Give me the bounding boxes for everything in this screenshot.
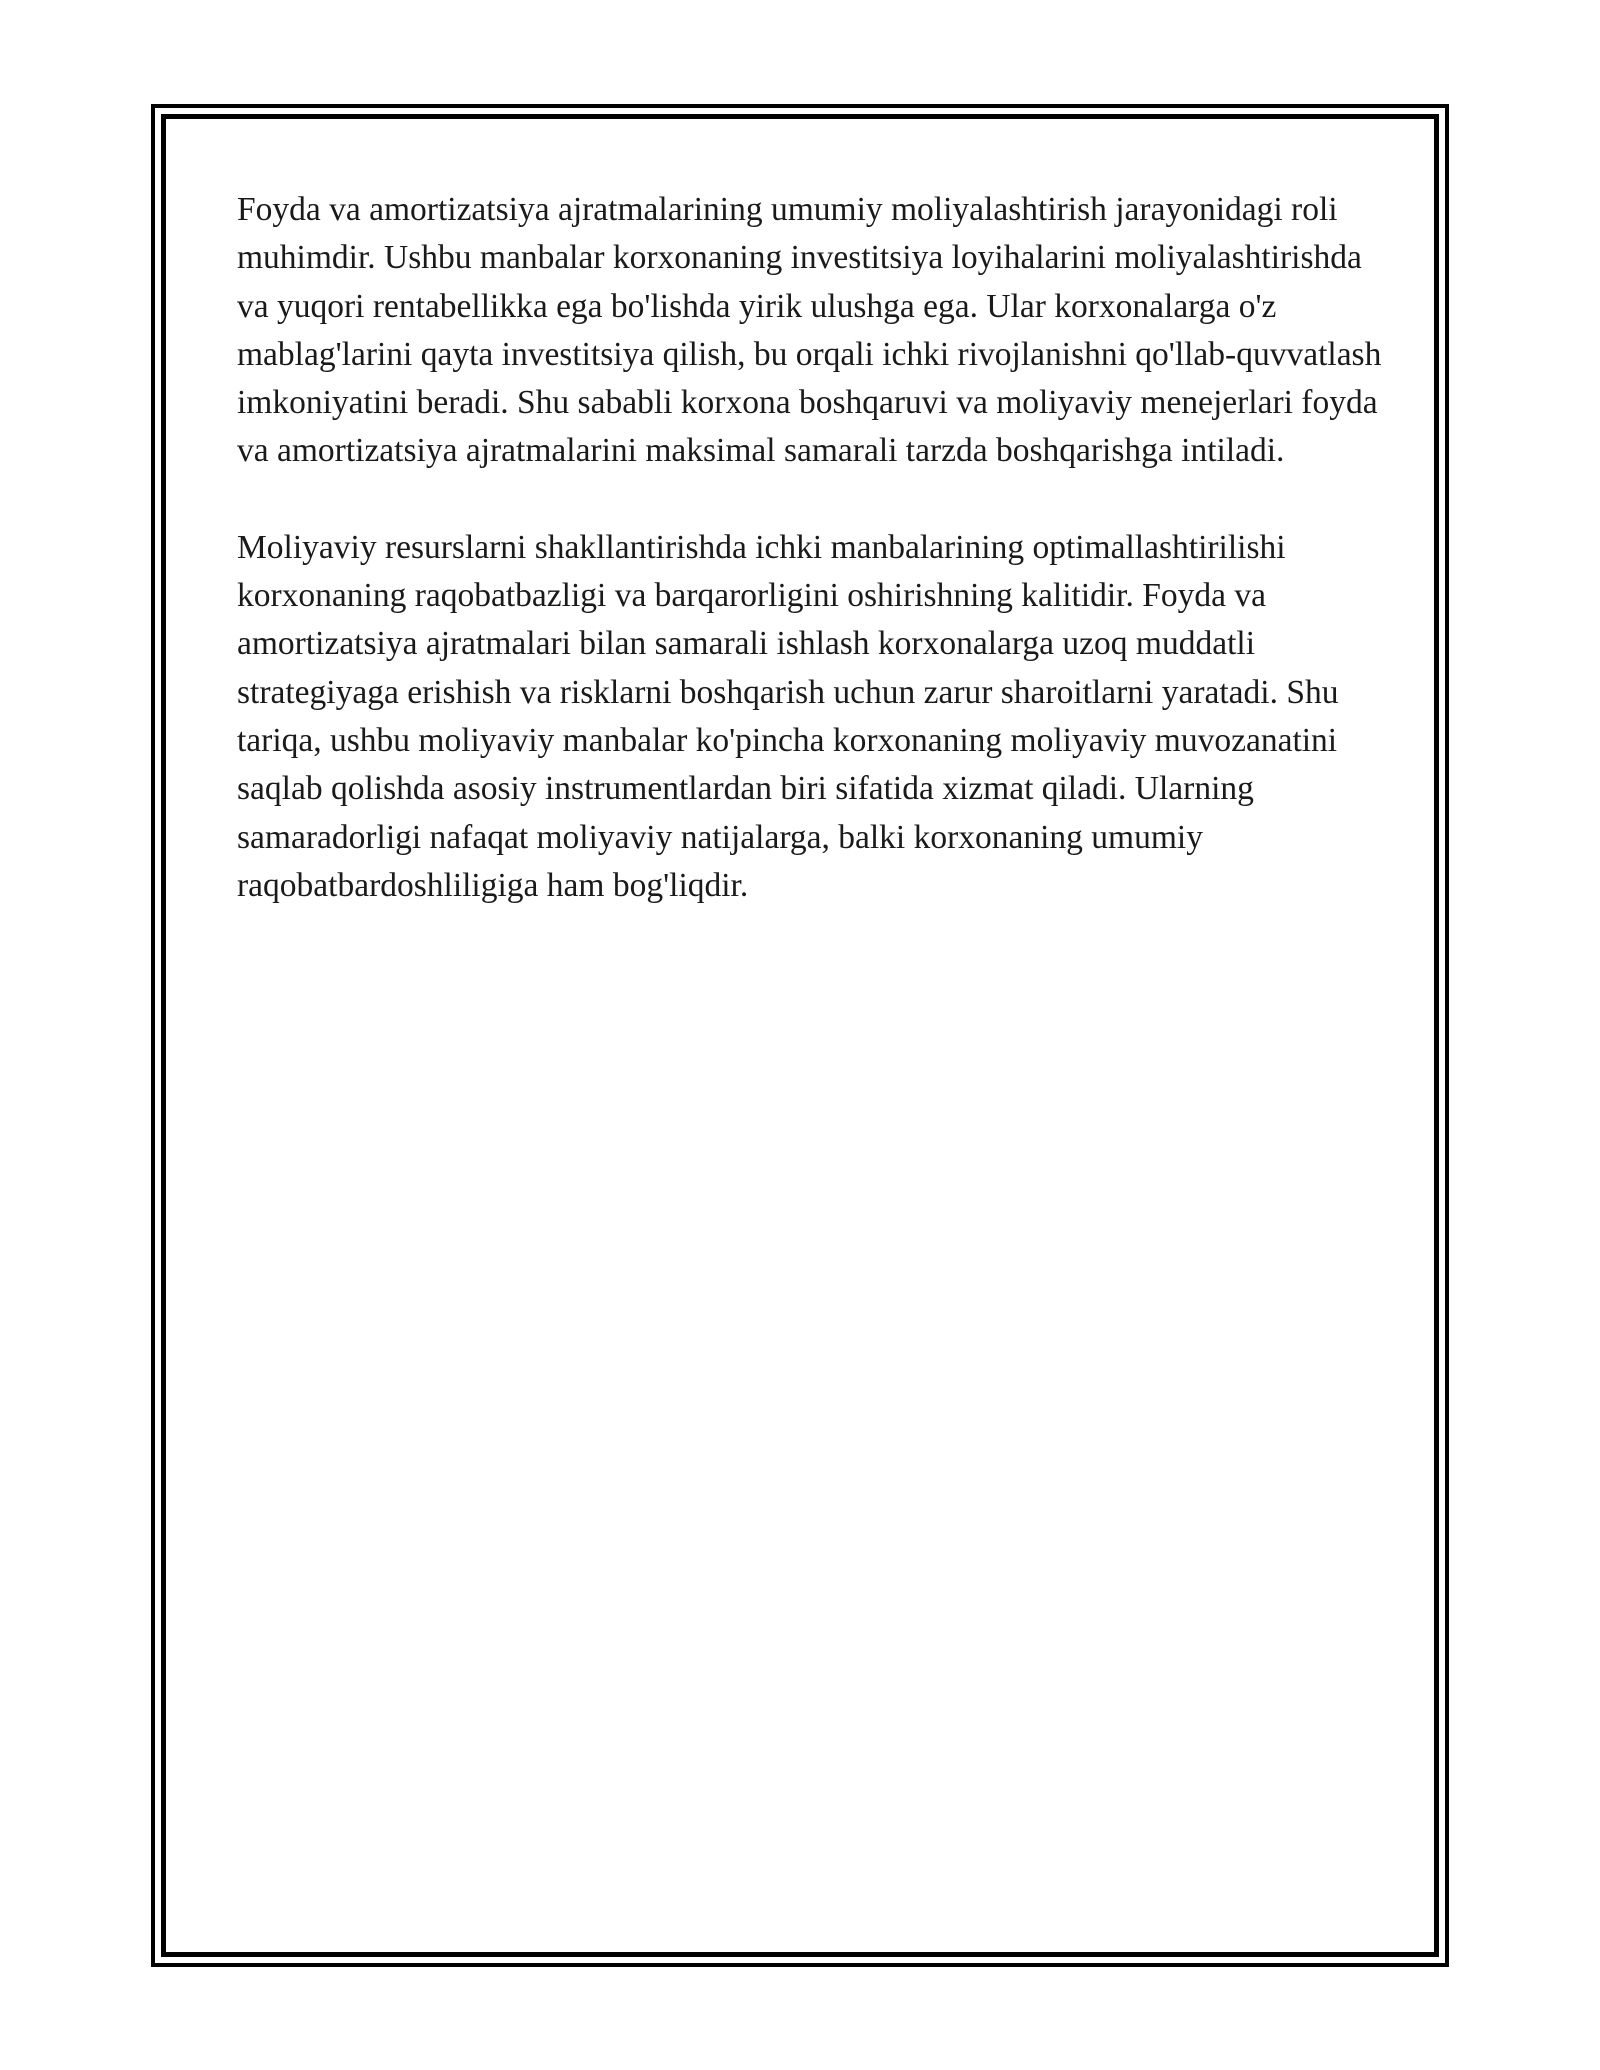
document-body (237, 186, 1387, 958)
paragraph-1: Foyda va amortizatsiya ajratmalarining umumiy moliyalashtirish jarayonidagi roli muhimdir. Ushbu manbalar korxonaning investitsiya loyihalarini moliyalashtirishda va yuqori rentabellikka ega bo'lishda yirik ulushga ega. Ular korxonalarga o'z mablag'larini qayta investitsiya qilish, bu orqali ichki rivojlanishni qo'llab-quvvatlash imkoniyatini beradi. Shu sababli korxona boshqaruvi va moliyaviy menejerlari foyda va amortizatsiya ajratmalarini maksimal samarali tarzda boshqarishga intiladi. (237, 191, 1382, 470)
paragraph-2: Moliyaviy resurslarni shakllantirishda ichki manbalarining optimallashtirilishi korxonaning raqobatbazligi va barqarorligini oshirishning kalitidir. Foyda va amortizatsiya ajratmalari bilan samarali ishlash korxonalarga uzoq muddatli strategiyaga erishish va risklarni boshqarish uchun zarur sharoitlarni yaratadi. Shu tariqa, ushbu moliyaviy manbalar ko'pincha korxonaning moliyaviy muvozanatini saqlab qolishda asosiy instrumentlardan biri sifatida xizmat qiladi. Ularning samaradorligi nafaqat moliyaviy natijalarga, balki korxonaning umumiy raqobatbardoshliligiga ham bog'liqdir. (237, 528, 1339, 904)
